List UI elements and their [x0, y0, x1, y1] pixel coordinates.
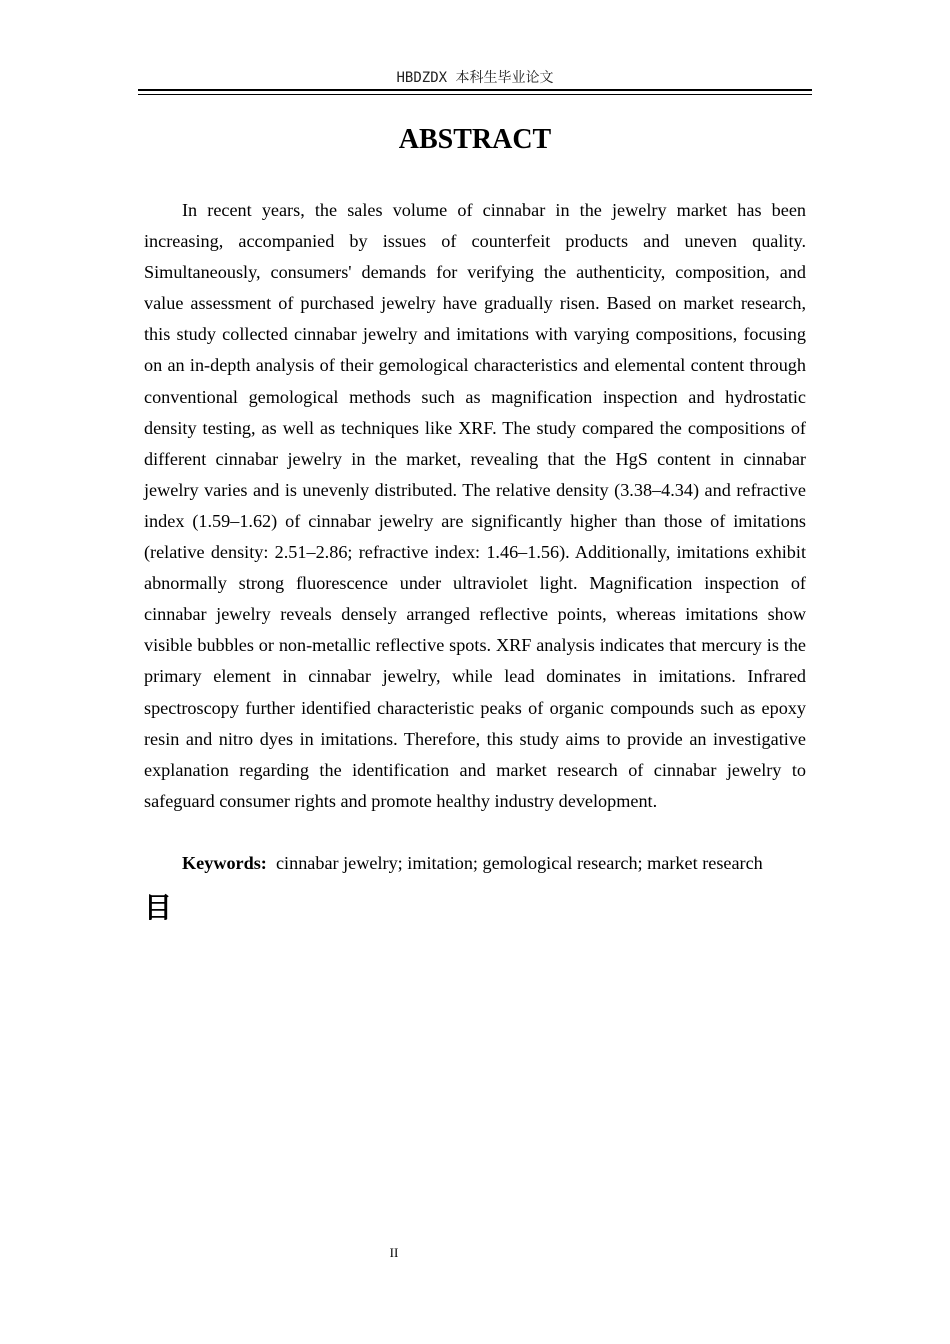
page-number: II [389, 1245, 399, 1260]
keywords-line [182, 848, 822, 879]
header-rule-thin [138, 94, 812, 95]
toc-heading: 目 [144, 891, 173, 924]
header-rule-thick [138, 89, 812, 91]
abstract-body: In recent years, the sales volume of cinnabar in the jewelry market has been increasing, accompanied by issues of counterfeit products and uneven quality. Simultaneously, consumers' demands for verifying the authenticity, composition, and value assessment of purchased jewelry have gradually risen. Based on market research, this study collected cinnabar jewelry and imitations with varying compositions, focusing on an in-depth analysis of their gemological characteristics and elemental content through conventional gemological methods such as magnification inspection and hydrostatic density testing, as well as techniques like XRF. The study compared the compositions of different cinnabar jewelry in the market, revealing that the HgS content in cinnabar jewelry varies and is unevenly distributed. The relative density (3.38–4.34) and refractive index (1.59–1.62) of cinnabar jewelry are significantly higher than those of imitations (relative density: 2.51–2.86; refractive index: 1.46–1.56). Additionally, imitations exhibit abnormally strong fluorescence under ultraviolet light. Magnification inspection of cinnabar jewelry reveals densely arranged reflective points, whereas imitations show visible bubbles or non-metallic reflective spots. XRF analysis indicates that mercury is the primary element in cinnabar jewelry, while lead dominates in imitations. Infrared spectroscopy further identified characteristic peaks of organic compounds such as epoxy resin and nitro dyes in imitations. Therefore, this study aims to provide an investigative explanation regarding the identification and market research of cinnabar jewelry to safeguard consumer rights and promote healthy industry development. [144, 200, 806, 811]
abstract-title: ABSTRACT [398, 124, 552, 155]
running-header: HBDZDX 本科生毕业论文 [396, 70, 554, 86]
keywords-text: cinnabar jewelry; imitation; gemological research; market research [275, 853, 763, 873]
keywords-label: Keywords: [182, 853, 267, 873]
